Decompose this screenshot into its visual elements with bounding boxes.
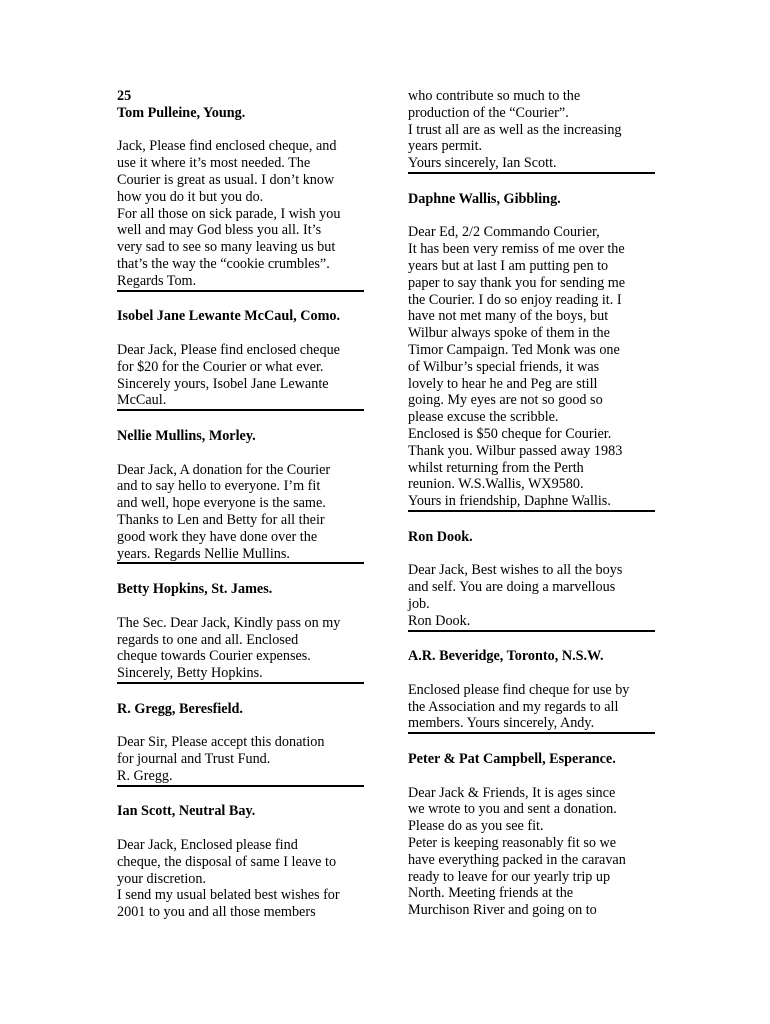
letter-heading: Peter & Pat Campbell, Esperance. bbox=[408, 751, 616, 768]
letter-line: your discretion. bbox=[117, 870, 207, 887]
letter-line: good work they have done over the bbox=[117, 528, 318, 545]
letter-line: Yours in friendship, Daphne Wallis. bbox=[408, 493, 611, 510]
letter-line: members. Yours sincerely, Andy. bbox=[408, 715, 595, 732]
letter-line: production of the “Courier”. bbox=[408, 104, 569, 121]
letter-line: we wrote to you and sent a donation. bbox=[408, 801, 617, 818]
letter-line: Dear Jack, Enclosed please find bbox=[117, 837, 298, 854]
letter-line: Thank you. Wilbur passed away 1983 bbox=[408, 442, 623, 459]
letter-line: Dear Jack, A donation for the Courier bbox=[117, 461, 331, 478]
letter-line: Dear Jack, Best wishes to all the boys bbox=[408, 562, 623, 579]
letter-line: Jack, Please find enclosed cheque, and bbox=[117, 138, 337, 155]
letter-line: of Wilbur’s special friends, it was bbox=[408, 358, 600, 375]
letter-entry bbox=[117, 701, 364, 804]
letter-line: for journal and Trust Fund. bbox=[117, 751, 271, 768]
letter-heading: Isobel Jane Lewante McCaul, Como. bbox=[117, 308, 341, 325]
letter-line: how you do it but you do. bbox=[117, 188, 264, 205]
letter-line: Enclosed is $50 cheque for Courier. bbox=[408, 425, 612, 442]
letter-body bbox=[408, 785, 655, 919]
letter-line: I trust all are as well as the increasing bbox=[408, 121, 622, 138]
letter-heading: Ian Scott, Neutral Bay. bbox=[117, 803, 256, 820]
letter-body bbox=[408, 224, 655, 512]
letter-line: Wilbur always spoke of them in the bbox=[408, 325, 610, 342]
letter-line: ready to leave for our yearly trip up bbox=[408, 868, 611, 885]
letter-body bbox=[117, 138, 364, 291]
page-number: 25 bbox=[117, 88, 132, 104]
letter-line: paper to say thank you for sending me bbox=[408, 274, 626, 291]
letter-line: Dear Sir, Please accept this donation bbox=[117, 734, 325, 751]
letter-body bbox=[408, 562, 655, 631]
letter-line: years but at last I am putting pen to bbox=[408, 257, 609, 274]
letter-continuation bbox=[408, 88, 655, 191]
letter-line: regards to one and all. Enclosed bbox=[117, 631, 299, 648]
letter-line: and to say hello to everyone. I’m fit bbox=[117, 478, 321, 495]
letter-entry bbox=[408, 529, 655, 649]
letter-line: Yours sincerely, Ian Scott. bbox=[408, 155, 557, 172]
letter-line: The Sec. Dear Jack, Kindly pass on my bbox=[117, 614, 341, 631]
letter-line: whilst returning from the Perth bbox=[408, 459, 584, 476]
letter-line: please excuse the scribble. bbox=[408, 409, 559, 426]
letter-line: Thanks to Len and Betty for all their bbox=[117, 511, 325, 528]
letter-line: reunion. W.S.Wallis, WX9580. bbox=[408, 476, 584, 493]
letter-line: have not met many of the boys, but bbox=[408, 308, 609, 325]
letter-line: well and may God bless you all. It’s bbox=[117, 222, 322, 239]
letter-line: lovely to hear he and Peg are still bbox=[408, 375, 598, 392]
letter-line: the Courier. I do so enjoy reading it. I bbox=[408, 291, 622, 308]
letter-heading: Tom Pulleine, Young. bbox=[117, 104, 246, 121]
letter-entry bbox=[117, 428, 364, 581]
letter-line: North. Meeting friends at the bbox=[408, 885, 574, 902]
letter-line: and self. You are doing a marvellous bbox=[408, 579, 616, 596]
letter-line: R. Gregg. bbox=[117, 767, 173, 784]
letter-entry bbox=[117, 803, 364, 921]
left-column bbox=[117, 88, 364, 921]
letter-line: Dear Ed, 2/2 Commando Courier, bbox=[408, 224, 600, 241]
letter-entry bbox=[117, 105, 364, 309]
letter-line: McCaul. bbox=[117, 392, 167, 409]
letter-line: Courier is great as usual. I don’t know bbox=[117, 171, 335, 188]
letter-line: cheque, the disposal of same I leave to bbox=[117, 853, 337, 870]
letter-line: have everything packed in the caravan bbox=[408, 851, 626, 868]
letter-line: I send my usual belated best wishes for bbox=[117, 887, 340, 904]
letter-heading: Ron Dook. bbox=[408, 528, 473, 545]
letter-body bbox=[408, 88, 655, 174]
letter-line: very sad to see so many leaving us but bbox=[117, 239, 336, 256]
letter-body bbox=[117, 734, 364, 786]
letter-line: the Association and my regards to all bbox=[408, 698, 619, 715]
letter-heading: R. Gregg, Beresfield. bbox=[117, 700, 243, 717]
letter-body bbox=[408, 682, 655, 734]
letter-body bbox=[117, 615, 364, 684]
letter-body bbox=[117, 837, 364, 921]
letter-heading: Betty Hopkins, St. James. bbox=[117, 581, 273, 598]
letter-line: Timor Campaign. Ted Monk was one bbox=[408, 341, 620, 358]
letter-line: Regards Tom. bbox=[117, 272, 197, 289]
letter-line: Dear Jack, Please find enclosed cheque bbox=[117, 341, 340, 358]
letter-line: cheque towards Courier expenses. bbox=[117, 648, 311, 665]
letter-entry bbox=[408, 751, 655, 919]
letter-line: It has been very remiss of me over the bbox=[408, 241, 625, 258]
letter-line: Murchison River and going on to bbox=[408, 902, 597, 919]
letter-line: for $20 for the Courier or what ever. bbox=[117, 358, 324, 375]
letter-body bbox=[117, 462, 364, 565]
letter-body bbox=[117, 342, 364, 411]
letter-line: Peter is keeping reasonably fit so we bbox=[408, 835, 617, 852]
letter-line: Sincerely, Betty Hopkins. bbox=[117, 665, 263, 682]
letter-line: use it where it’s most needed. The bbox=[117, 155, 311, 172]
letter-line: and well, hope everyone is the same. bbox=[117, 495, 326, 512]
letter-line: going. My eyes are not so good so bbox=[408, 392, 603, 409]
letter-entry bbox=[408, 648, 655, 751]
letter-line: that’s the way the “cookie crumbles”. bbox=[117, 255, 330, 272]
letter-heading: Daphne Wallis, Gibbling. bbox=[408, 190, 561, 207]
letter-entry bbox=[408, 191, 655, 529]
letter-line: For all those on sick parade, I wish you bbox=[117, 205, 341, 222]
letter-line: job. bbox=[408, 595, 430, 612]
letter-heading: A.R. Beveridge, Toronto, N.S.W. bbox=[408, 648, 604, 665]
letter-line: Please do as you see fit. bbox=[408, 818, 544, 835]
letter-line: Ron Dook. bbox=[408, 612, 471, 629]
letter-entry bbox=[117, 581, 364, 701]
right-column bbox=[408, 88, 655, 919]
letter-line: Sincerely yours, Isobel Jane Lewante bbox=[117, 375, 329, 392]
letter-line: Dear Jack & Friends, It is ages since bbox=[408, 784, 616, 801]
letter-line: years permit. bbox=[408, 138, 483, 155]
letter-line: years. Regards Nellie Mullins. bbox=[117, 545, 290, 562]
letter-heading: Nellie Mullins, Morley. bbox=[117, 427, 256, 444]
letter-line: who contribute so much to the bbox=[408, 88, 581, 104]
letter-entry bbox=[117, 308, 364, 428]
letter-line: Enclosed please find cheque for use by bbox=[408, 681, 630, 698]
letter-line: 2001 to you and all those members bbox=[117, 904, 316, 921]
